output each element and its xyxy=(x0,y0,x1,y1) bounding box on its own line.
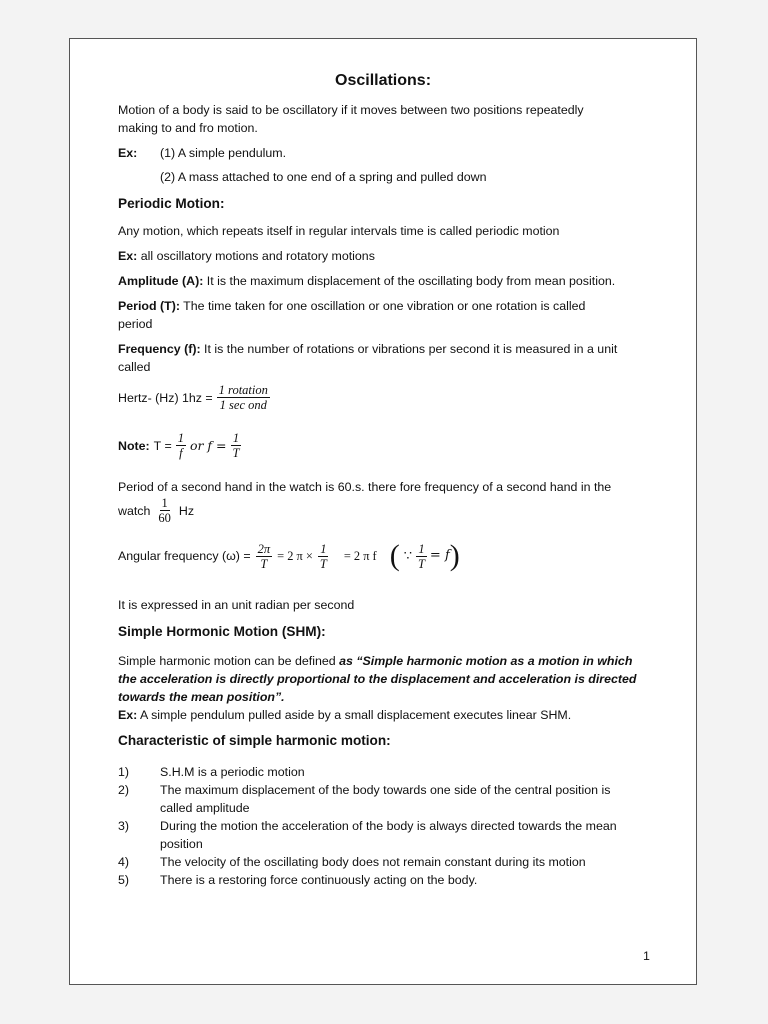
angular-denominator-1: T xyxy=(260,556,268,571)
angular-fraction-2 xyxy=(318,542,329,571)
watch-text: watch xyxy=(118,503,151,518)
list-number: 3) xyxy=(118,819,130,833)
shm-def-bold-1: as “Simple harmonic motion as a motion in which xyxy=(339,654,633,668)
intro-line-1: Motion of a body is said to be oscillatory if it moves between two positions repeatedly xyxy=(118,103,584,117)
second-hand-text: Period of a second hand in the watch is 60.s. there fore frequency of a second hand in the xyxy=(118,480,612,494)
angular-end: = f xyxy=(429,548,450,563)
characteristics-list xyxy=(118,763,617,889)
period-text: The time taken for one oscillation or one vibration or one rotation is called xyxy=(179,299,586,313)
because-icon: ∵ xyxy=(403,548,412,563)
shm-def-start: Simple harmonic motion can be defined xyxy=(118,654,340,668)
frequency-label: Frequency (f): xyxy=(118,342,201,356)
shm-definition-3: towards the mean position”. xyxy=(118,690,285,704)
hertz-text: Hertz- (Hz) 1hz = xyxy=(118,390,213,405)
list-number: 1) xyxy=(118,765,130,779)
page-title: Oscillations: xyxy=(335,72,432,89)
amplitude-definition xyxy=(118,272,615,290)
periodic-ex-text: all oscillatory motions and rotatory motions xyxy=(137,249,375,263)
angular-denominator-2: T xyxy=(319,556,327,571)
list-text: S.H.M is a periodic motion xyxy=(160,765,305,779)
angular-text: Angular frequency (ω) = xyxy=(118,549,251,563)
right-paren: ) xyxy=(449,539,460,572)
hertz-formula xyxy=(118,383,270,412)
list-item-continuation: position xyxy=(160,837,203,851)
list-item xyxy=(118,763,617,781)
intro-example-1: (1) A simple pendulum. xyxy=(160,146,287,160)
angular-numerator-1: 2π xyxy=(257,541,271,556)
list-item xyxy=(118,781,617,799)
note-numerator-2: 1 xyxy=(232,431,240,445)
shm-heading: Simple Hormonic Motion (SHM): xyxy=(118,624,326,639)
shm-ex-label: Ex: xyxy=(118,708,138,722)
shm-ex-text: A simple pendulum pulled aside by a small displacement executes linear SHM. xyxy=(137,708,572,722)
angular-numerator-2: 1 xyxy=(320,541,327,556)
note-or: or f = xyxy=(189,437,227,453)
list-item xyxy=(118,853,617,871)
frequency-definition xyxy=(118,340,617,358)
shm-definition-1 xyxy=(118,652,632,670)
hertz-denominator: 1 sec ond xyxy=(219,398,267,412)
angular-fraction-3 xyxy=(416,542,427,571)
shm-example xyxy=(118,706,571,724)
amplitude-label: Amplitude (A): xyxy=(118,274,204,288)
period-definition xyxy=(118,297,585,315)
angular-frequency-formula xyxy=(118,541,460,571)
angular-because-group xyxy=(390,541,460,571)
note-denominator-2: T xyxy=(232,446,240,460)
list-text: During the motion the acceleration of the body is always directed towards the mean xyxy=(160,819,617,833)
note-fraction-1 xyxy=(176,431,186,460)
list-item-continuation: called amplitude xyxy=(160,801,250,815)
periodic-heading: Periodic Motion: xyxy=(118,196,225,211)
list-number: 5) xyxy=(118,873,130,887)
list-number: 2) xyxy=(118,783,130,797)
period-definition-2: period xyxy=(118,317,153,331)
period-label: Period (T): xyxy=(118,299,180,313)
left-paren: ( xyxy=(389,539,400,572)
list-text: The velocity of the oscillating body does not remain constant during its motion xyxy=(160,855,586,869)
note-t-equals: T = xyxy=(153,438,172,453)
characteristics-heading: Characteristic of simple harmonic motion: xyxy=(118,733,391,748)
page-number: 1 xyxy=(643,949,650,963)
angular-unit-text: It is expressed in an unit radian per second xyxy=(118,598,355,612)
note-numerator-1: 1 xyxy=(177,431,184,445)
amplitude-text: It is the maximum displacement of the oscillating body from mean position. xyxy=(203,274,616,288)
intro-ex-label: Ex: xyxy=(118,146,138,160)
watch-formula xyxy=(118,496,194,525)
list-item xyxy=(118,871,617,889)
intro-example-2: (2) A mass attached to one end of a spring and pulled down xyxy=(160,170,487,184)
watch-numerator: 1 xyxy=(161,496,168,510)
angular-fraction-1 xyxy=(256,542,273,571)
list-number: 4) xyxy=(118,855,130,869)
document-page xyxy=(69,38,697,985)
list-text: There is a restoring force continuously acting on the body. xyxy=(160,873,478,887)
periodic-ex-label: Ex: xyxy=(118,249,138,263)
watch-denominator: 60 xyxy=(158,511,171,525)
frequency-definition-2: called xyxy=(118,360,151,374)
periodic-definition: Any motion, which repeats itself in regular intervals time is called periodic motion xyxy=(118,224,560,238)
angular-mid-1: = 2 π × xyxy=(277,549,313,563)
watch-fraction xyxy=(156,496,173,525)
angular-mid-2: = 2 π f xyxy=(343,549,377,563)
periodic-example xyxy=(118,247,375,265)
intro-line-2: making to and fro motion. xyxy=(118,121,258,135)
frequency-text: It is the number of rotations or vibrations per second it is measured in a unit xyxy=(200,342,618,356)
watch-unit: Hz xyxy=(178,503,195,518)
note-denominator-1: f xyxy=(179,446,183,460)
list-text: The maximum displacement of the body towards one side of the central position is xyxy=(160,783,611,797)
angular-denominator-3: T xyxy=(417,556,425,571)
list-item xyxy=(118,817,617,835)
shm-definition-2: the acceleration is directly proportional to the displacement and acceleration is directed xyxy=(118,672,637,686)
note-label: Note: xyxy=(118,438,150,453)
angular-numerator-3: 1 xyxy=(418,541,425,556)
hertz-fraction xyxy=(217,383,270,412)
note-formula xyxy=(118,431,241,460)
note-fraction-2 xyxy=(231,431,242,460)
hertz-numerator: 1 rotation xyxy=(218,383,268,397)
